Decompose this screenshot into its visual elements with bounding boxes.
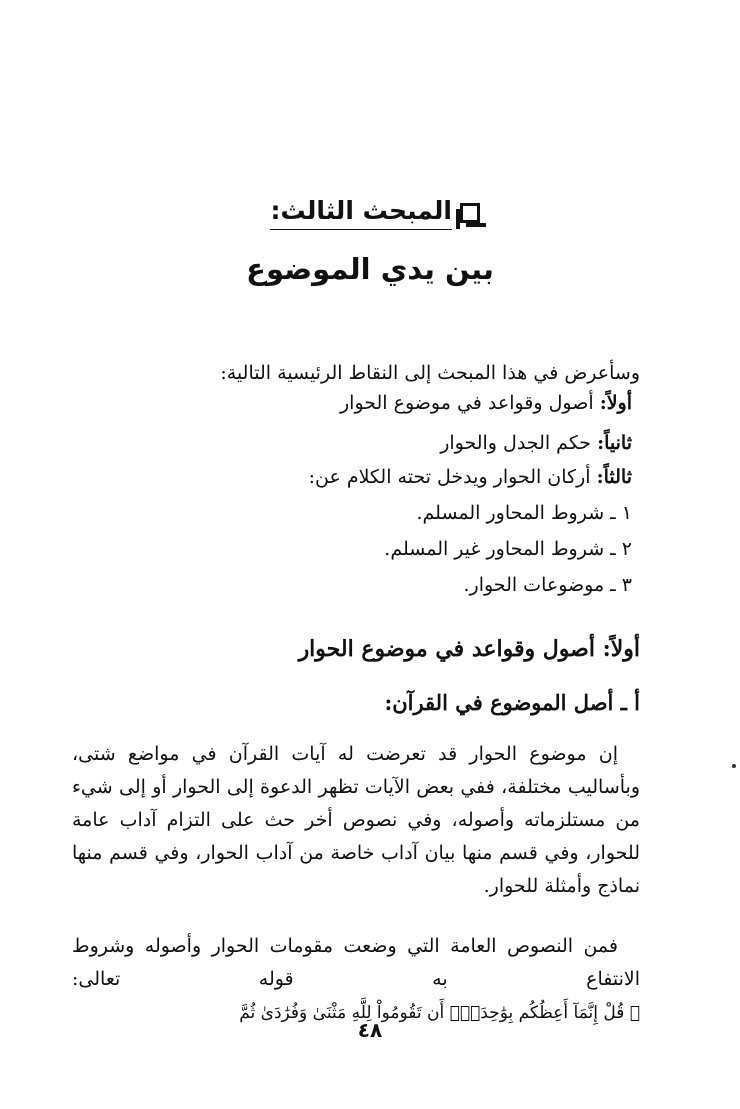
square-bullet-icon xyxy=(460,203,480,223)
margin-mark xyxy=(732,764,736,768)
section-label-text: المبحث الثالث: xyxy=(270,196,452,230)
body-paragraph xyxy=(72,738,640,903)
outline-item-number: ثالثاً: xyxy=(596,466,632,488)
outline-item-number: أولاً: xyxy=(599,392,632,414)
paragraph-text: إن موضوع الحوار قد تعرضت له آيات القرآن في مواضع شتى، وبأساليب مختلفة، ففي بعض الآيات تظهر الدعوة إلى الحوار أو إلى شيء من مستلزماته وأصوله، وفي نصوص أخر حث على التزام آداب عامة للحوار، وفي قسم منها بيان آداب خاصة من آداب الحوار، وفي قسم منها نماذج وأمثلة للحوار. xyxy=(72,743,640,897)
outline-subitem-3: ٣ ـ موضوعات الحوار. xyxy=(463,574,632,596)
outline-subitem-2: ٢ ـ شروط المحاور غير المسلم. xyxy=(384,538,632,560)
outline-item-2 xyxy=(100,428,632,458)
outline-item-text: حكم الجدل والحوار xyxy=(440,432,598,454)
intro-lead: وسأعرض في هذا المبحث إلى النقاط الرئيسية التالية: xyxy=(220,362,640,384)
outline-item-text: أركان الحوار ويدخل تحته الكلام عن: xyxy=(308,466,597,488)
outline-item-1 xyxy=(100,388,632,418)
subsection-heading: أ ـ أصل الموضوع في القرآن: xyxy=(384,690,640,715)
outline-item-3 xyxy=(100,462,632,492)
outline-item-number: ثانياً: xyxy=(597,432,632,454)
section-heading: أولاً: أصول وقواعد في موضوع الحوار xyxy=(298,636,640,662)
outline-item-text: أصول وقواعد في موضوع الحوار xyxy=(339,392,600,414)
page-number: ٤٨ xyxy=(357,1018,383,1042)
section-label xyxy=(270,196,480,230)
paragraph-text: فمن النصوص العامة التي وضعت مقومات الحوار وأصوله وشروط الانتفاع به قوله تعالى: xyxy=(72,935,640,990)
intro-outline xyxy=(100,358,640,600)
outline-subitem-1: ١ ـ شروط المحاور المسلم. xyxy=(416,502,632,524)
quran-verse: ﴿ قُلْ إِنَّمَآ أَعِظُكُم بِوَٰحِدَةٍۖ أَن تَقُومُواْ لِلَّهِ مَثْنَىٰ وَفُرَٰدَىٰ ثُمَّ xyxy=(239,1003,640,1023)
body-paragraph xyxy=(72,930,640,1030)
chapter-title: بين يدي الموضوع xyxy=(246,252,494,286)
